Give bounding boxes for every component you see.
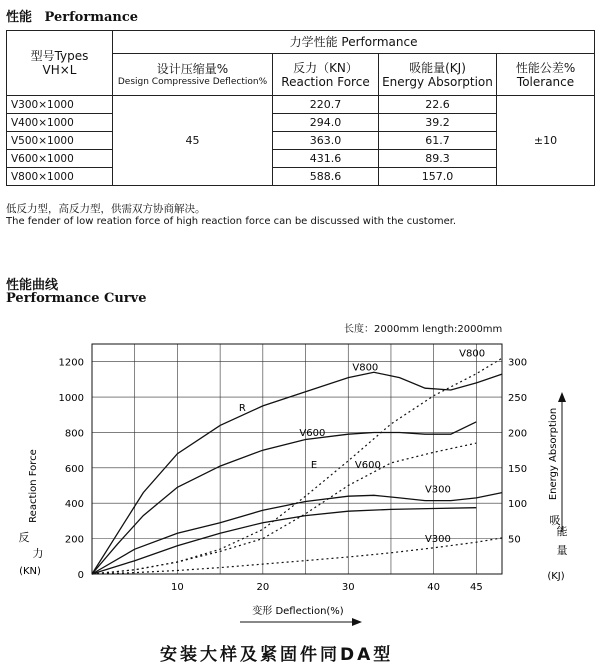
y-right-tick-label: 250 bbox=[508, 393, 528, 405]
reaction-cell: 588.6 bbox=[273, 168, 379, 186]
tolerance-value-cell: ±10 bbox=[497, 96, 595, 186]
energy-cell: 157.0 bbox=[379, 168, 497, 186]
section-title bbox=[6, 6, 138, 25]
reaction-header-cn: 反力（KN） bbox=[293, 60, 358, 75]
deflection-value-cell: 45 bbox=[113, 96, 273, 186]
y-right-tick-label: 150 bbox=[508, 463, 528, 475]
model-cell: V400×1000 bbox=[7, 114, 113, 132]
energy-header-cn: 吸能量(KJ) bbox=[409, 60, 466, 75]
y-right-axis-arrowhead bbox=[558, 392, 566, 402]
curve-label: V600 bbox=[299, 428, 326, 439]
curve-label: V800 bbox=[352, 362, 379, 374]
x-tick-label: 40 bbox=[427, 582, 441, 593]
y-left-axis-label-cn: 力 bbox=[32, 547, 44, 560]
curve-label: V800 bbox=[459, 348, 486, 360]
deflection-header-cn: 设计压缩量% bbox=[156, 61, 229, 76]
y-left-axis-label: Reaction Force bbox=[28, 449, 39, 523]
y-left-tick-label: 200 bbox=[64, 534, 84, 546]
chart-ticks bbox=[59, 358, 528, 593]
y-right-axis-label: Energy Absorption bbox=[548, 407, 559, 501]
y-left-tick-label: 400 bbox=[64, 499, 84, 511]
x-tick-label: 10 bbox=[171, 582, 184, 593]
footer-note: 安装大样及紧固件同DA型 bbox=[160, 645, 394, 665]
model-cell: V800×1000 bbox=[7, 168, 113, 186]
energy-header-en: Energy Absorption bbox=[382, 74, 493, 89]
tolerance-header-cn: 性能公差% bbox=[515, 60, 576, 75]
y-right-axis-label-cn: 吸 bbox=[549, 514, 561, 527]
energy-cell: 22.6 bbox=[379, 96, 497, 114]
curve-title-cn: 性能曲线 bbox=[6, 278, 59, 293]
performance-table bbox=[6, 30, 595, 186]
curve-label: V600 bbox=[354, 459, 381, 471]
chart-axis-labels bbox=[19, 392, 568, 626]
reaction-header bbox=[273, 54, 379, 96]
note-cn: 低反力型，高反力型，供需双方协商解决。 bbox=[6, 203, 206, 215]
y-left-axis-label-cn: 反 bbox=[18, 531, 30, 544]
curve-label: R bbox=[238, 403, 246, 415]
section-title-en: Performance bbox=[44, 10, 139, 25]
tolerance-header bbox=[497, 54, 595, 96]
reaction-cell: 220.7 bbox=[273, 96, 379, 114]
energy-header bbox=[379, 54, 497, 96]
x-axis-label: 变形 Deflection(%) bbox=[252, 606, 344, 617]
section-title-cn: 性能 bbox=[6, 10, 33, 25]
y-right-tick-label: 100 bbox=[508, 499, 528, 511]
table-row bbox=[7, 96, 595, 114]
curve-label: E bbox=[310, 459, 318, 471]
x-tick-label: 45 bbox=[470, 582, 483, 593]
note-en: The fender of low reation force of high reaction force can be discussed with the customer. bbox=[6, 216, 457, 227]
deflection-header bbox=[113, 54, 273, 96]
y-left-tick-label: 1200 bbox=[58, 357, 84, 369]
energy-cell: 39.2 bbox=[379, 114, 497, 132]
reaction-cell: 431.6 bbox=[273, 150, 379, 168]
energy-cell: 61.7 bbox=[379, 132, 497, 150]
y-left-tick-label: 800 bbox=[64, 428, 84, 440]
model-cell: V500×1000 bbox=[7, 132, 113, 150]
y-right-tick-label: 200 bbox=[508, 428, 528, 440]
y-right-axis-label-cn: 量 bbox=[556, 544, 568, 557]
curve-title-en: Performance Curve bbox=[6, 291, 147, 306]
model-header bbox=[7, 31, 113, 96]
model-header-line1: 型号Types bbox=[30, 49, 89, 63]
mechanical-performance-header: 力学性能 Performance bbox=[113, 31, 595, 54]
performance-curve-chart bbox=[0, 336, 600, 636]
model-cell: V300×1000 bbox=[7, 96, 113, 114]
y-right-tick-label: 50 bbox=[508, 534, 521, 546]
chart-caption: 长度：2000mm length:2000mm bbox=[344, 324, 503, 335]
y-left-tick-label: 600 bbox=[64, 463, 84, 475]
x-tick-label: 20 bbox=[256, 582, 270, 593]
v300-reaction-curve bbox=[92, 508, 476, 574]
curve-label: V300 bbox=[424, 534, 451, 546]
x-axis-arrowhead bbox=[352, 618, 362, 626]
v600-reaction-curve bbox=[92, 422, 476, 574]
model-cell: V600×1000 bbox=[7, 150, 113, 168]
deflection-header-en: Design Compressive Deflection% bbox=[117, 76, 268, 87]
y-left-tick-label: 0 bbox=[77, 570, 84, 581]
y-right-axis-unit: (KJ) bbox=[547, 571, 565, 582]
model-header-line2: VH×L bbox=[42, 63, 77, 77]
curve-label: V300 bbox=[424, 484, 451, 496]
y-left-tick-label: 1000 bbox=[58, 393, 84, 405]
energy-cell: 89.3 bbox=[379, 150, 497, 168]
tolerance-header-en: Tolerance bbox=[516, 74, 575, 89]
y-right-axis-label-cn: 能 bbox=[556, 525, 568, 538]
y-right-tick-label: 300 bbox=[508, 357, 528, 369]
reaction-cell: 363.0 bbox=[273, 132, 379, 150]
reaction-header-en: Reaction Force bbox=[281, 74, 370, 89]
y-left-axis-unit: (KN) bbox=[19, 566, 41, 577]
reaction-cell: 294.0 bbox=[273, 114, 379, 132]
x-tick-label: 30 bbox=[341, 582, 355, 593]
